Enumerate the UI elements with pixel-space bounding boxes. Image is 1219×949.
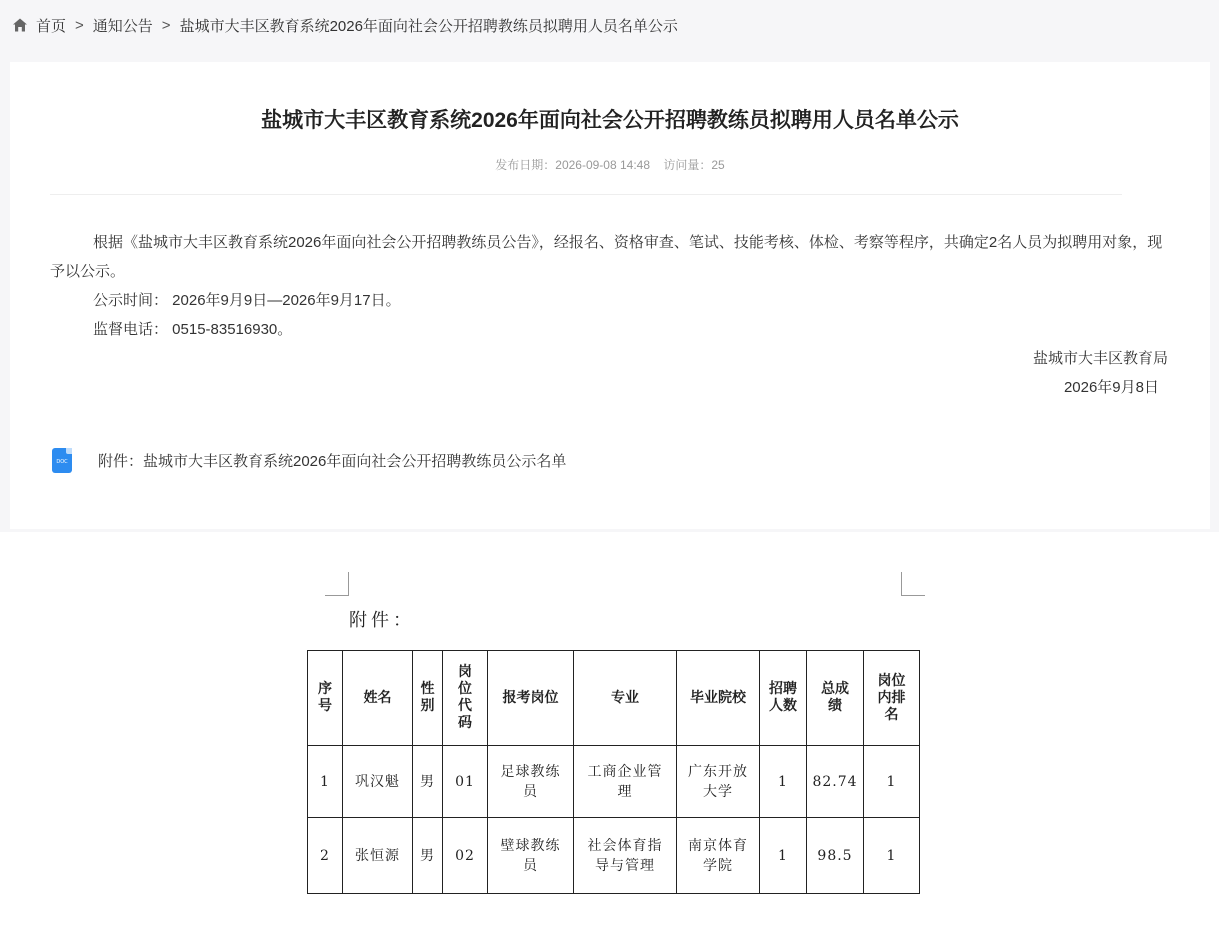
cell-rank: 1 [864,818,920,894]
cell-rank: 1 [864,746,920,818]
cell-major: 社会体育指导与管理 [574,818,677,894]
breadcrumb-separator: > [75,16,84,34]
roster-table [307,650,920,894]
cell-total-score: 98.5 [807,818,864,894]
cell-major: 工商企业管理 [574,746,677,818]
attachment-link[interactable] [52,448,566,473]
table-header-row [308,651,920,746]
table-row [308,818,920,894]
header-school: 毕业院校 [677,651,760,746]
divider [50,194,1122,195]
publish-date: 发布日期：2026-09-08 14:48 [495,158,651,172]
cell-name: 巩汉魁 [343,746,413,818]
cell-hire-count: 1 [760,818,807,894]
attachment-preview [0,532,1219,949]
cell-index: 2 [308,818,343,894]
attachment-heading: 附件： [349,610,415,631]
cell-position-code: 02 [443,818,488,894]
supervision-phone: 监督电话： 0515-83516930。 [93,321,293,338]
article-card [10,62,1210,529]
page-corner-mark [325,572,349,596]
doc-icon-label: DOC [56,459,68,465]
doc-file-icon [52,448,72,473]
attachment-label[interactable]: 附件：盐城市大丰区教育系统2026年面向社会公开招聘教练员公示名单 [98,453,567,470]
header-gender: 性别 [413,651,443,746]
breadcrumb-current: 盐城市大丰区教育系统2026年面向社会公开招聘教练员拟聘用人员名单公示 [179,17,678,35]
cell-position-code: 01 [443,746,488,818]
cell-school: 南京体育学院 [677,818,760,894]
issue-date: 2026年9月8日 [1063,379,1159,396]
header-position-code: 岗位代码 [443,651,488,746]
header-index: 序号 [308,651,343,746]
table-row [308,746,920,818]
page-title: 盐城市大丰区教育系统2026年面向社会公开招聘教练员拟聘用人员名单公示 [261,109,959,132]
header-hire-count: 招聘人数 [760,651,807,746]
cell-hire-count: 1 [760,746,807,818]
view-count: 访问量：25 [663,158,725,172]
cell-index: 1 [308,746,343,818]
home-icon[interactable] [12,17,28,33]
issuer-name: 盐城市大丰区教育局 [1032,350,1168,367]
article-body [50,228,1170,344]
page-corner-mark [901,572,925,596]
breadcrumb-home-link[interactable]: 首页 [36,17,67,35]
header-position: 报考岗位 [488,651,574,746]
article-meta [10,156,1210,173]
cell-gender: 男 [413,746,443,818]
cell-total-score: 82.74 [807,746,864,818]
article-paragraph: 根据《盐城市大丰区教育系统2026年面向社会公开招聘教练员公告》，经报名、资格审查、笔试、技能考核、体检、考察等程序，共确定2名人员为拟聘用对象，现予以公示。 [50,234,1163,280]
header-total-score: 总成绩 [807,651,864,746]
cell-name: 张恒源 [343,818,413,894]
signature-block [1033,344,1168,402]
cell-position: 壁球教练员 [488,818,574,894]
cell-gender: 男 [413,818,443,894]
publicity-period: 公示时间： 2026年9月9日—2026年9月17日。 [93,292,401,309]
header-name: 姓名 [343,651,413,746]
breadcrumb [12,14,678,36]
cell-school: 广东开放大学 [677,746,760,818]
cell-position: 足球教练员 [488,746,574,818]
breadcrumb-separator: > [161,16,171,34]
header-major: 专业 [574,651,677,746]
breadcrumb-notices-link[interactable]: 通知公告 [92,17,153,35]
header-rank: 岗位内排名 [864,651,920,746]
